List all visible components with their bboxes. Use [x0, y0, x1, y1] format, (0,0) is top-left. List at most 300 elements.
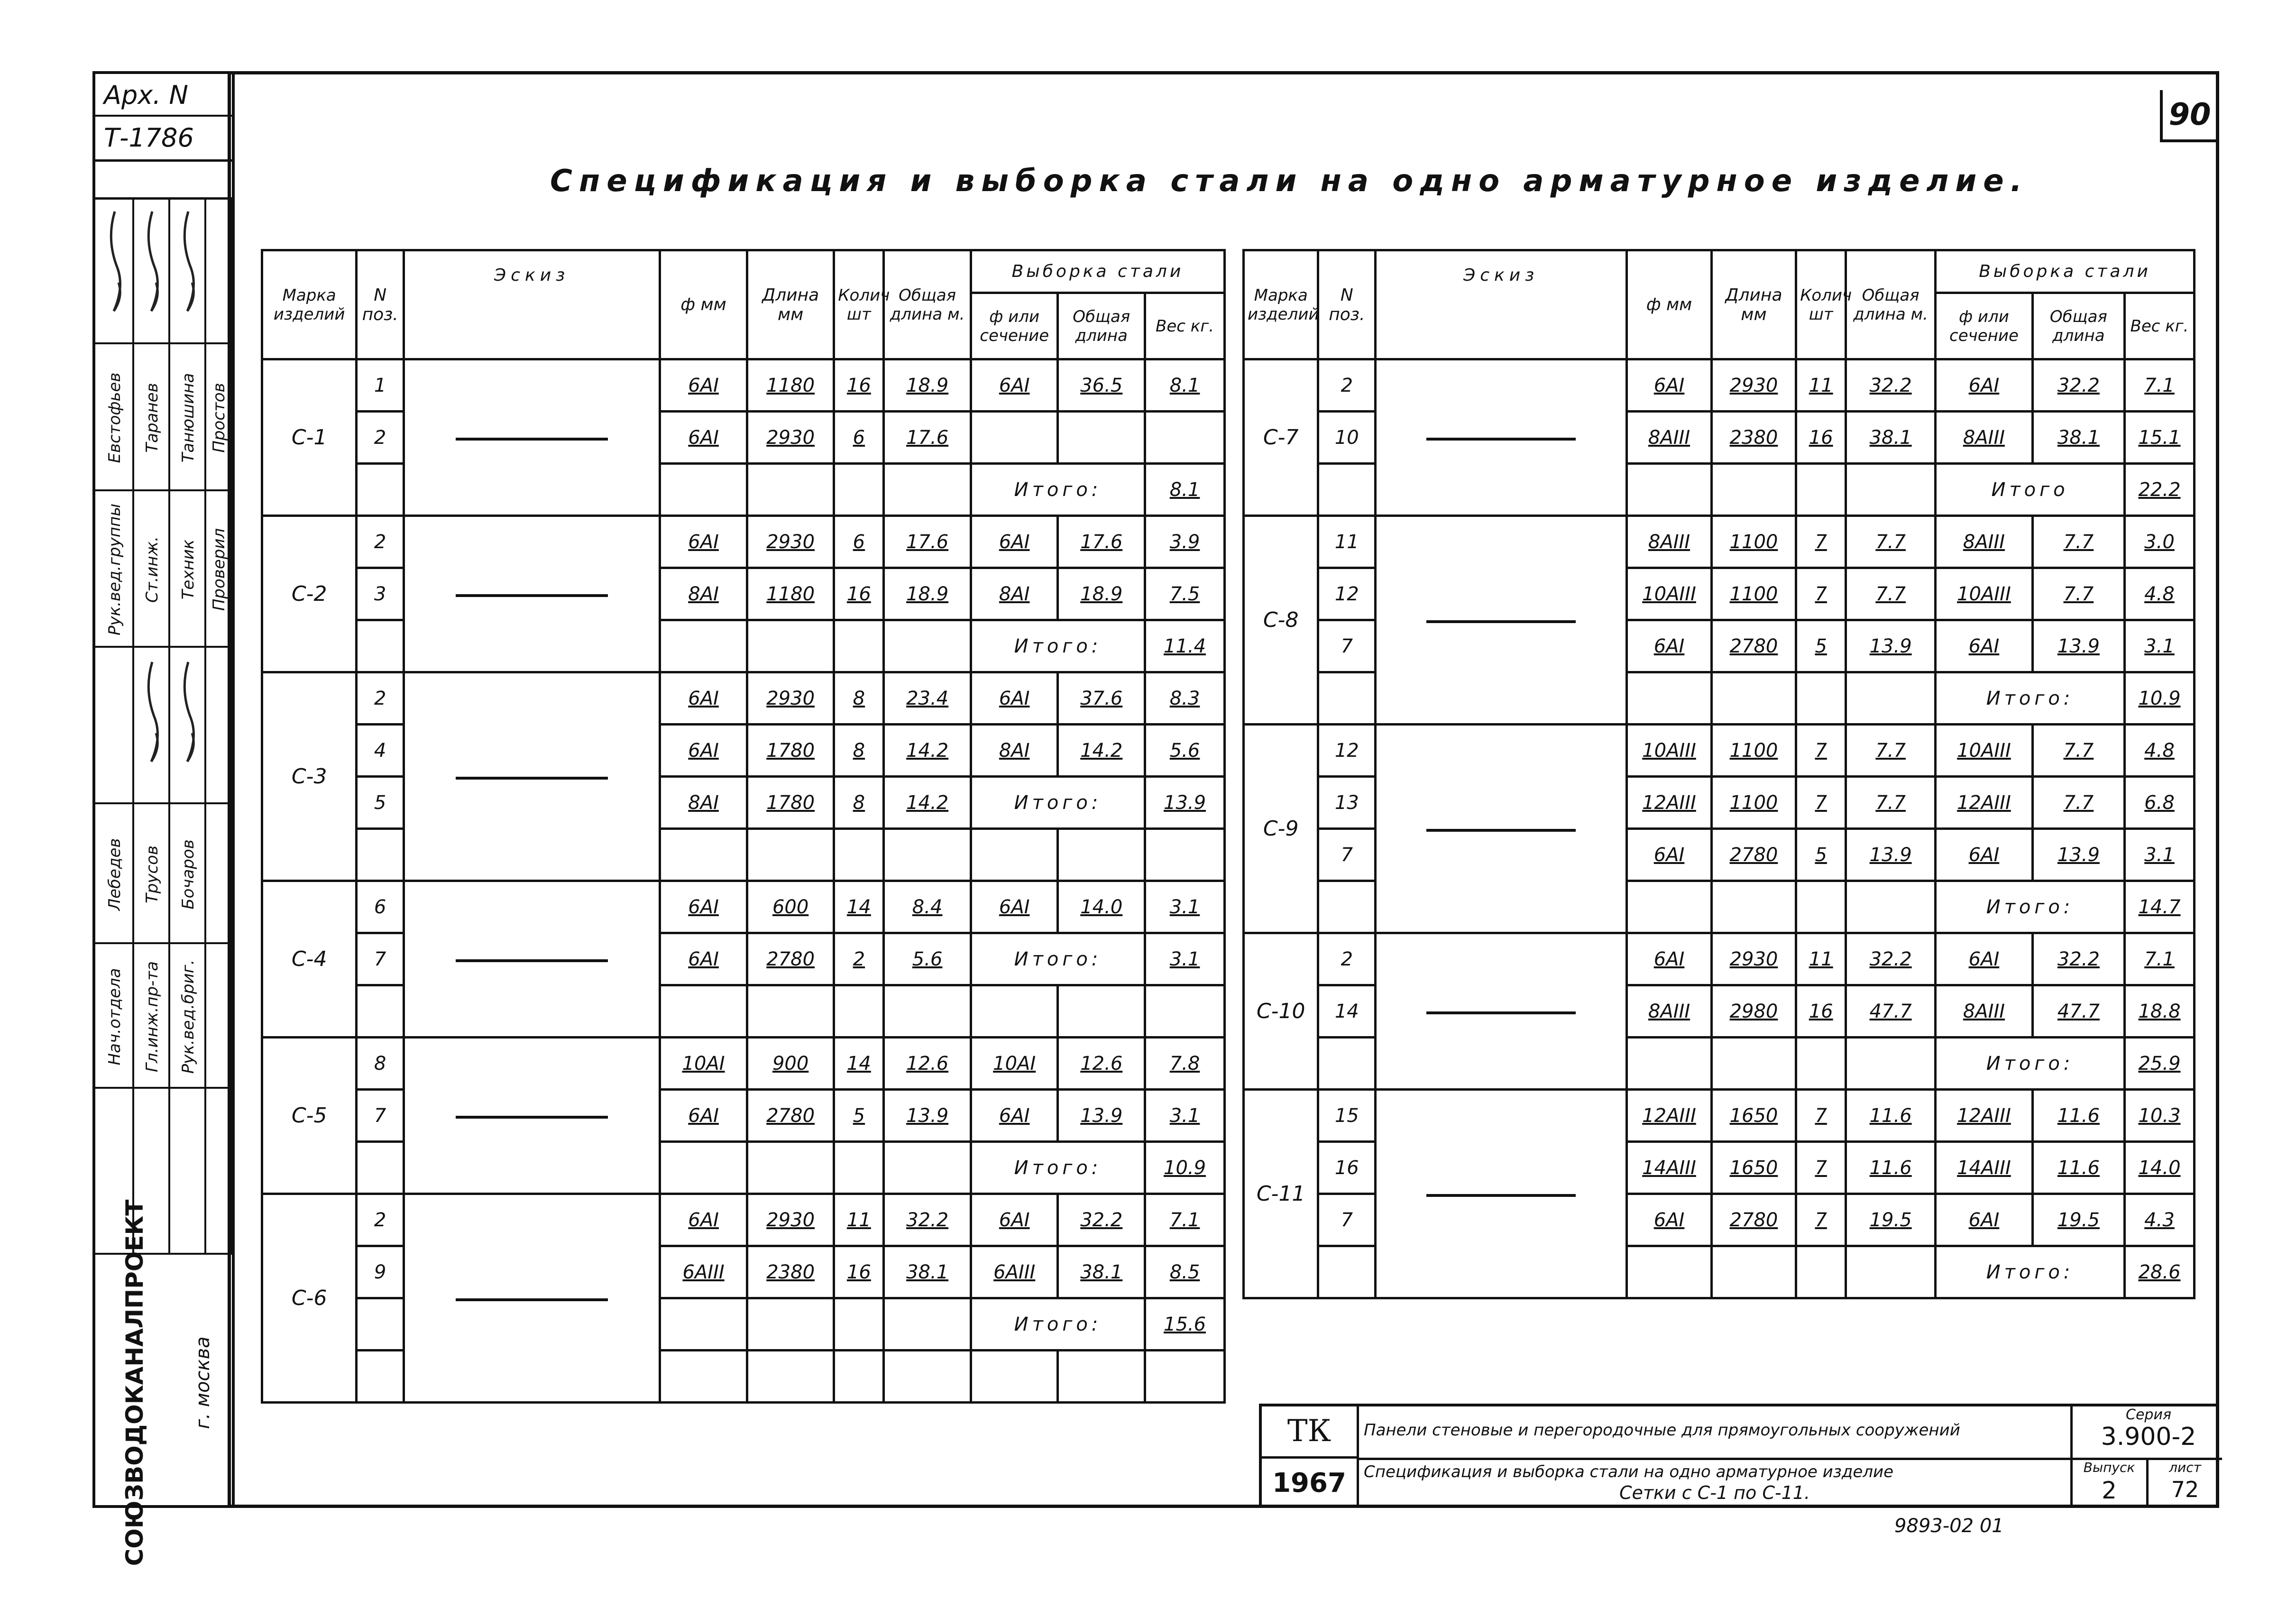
header-selection: Выборка стали	[1936, 250, 2195, 293]
count-cell	[1796, 464, 1846, 516]
person-name: Евстофьев	[105, 372, 124, 463]
sel-diameter-cell: 6АI	[971, 1090, 1058, 1142]
weight-cell: 3.1	[1145, 933, 1225, 985]
count-cell: 7	[1796, 777, 1846, 829]
diameter-cell: 6АI	[1627, 829, 1711, 881]
length-cell: 1650	[1711, 1142, 1796, 1194]
sheet-value: 72	[2171, 1477, 2199, 1502]
diameter-cell	[1627, 672, 1711, 725]
total-length-cell	[884, 1142, 971, 1194]
weight-cell: 3.1	[1145, 881, 1225, 933]
diameter-cell	[660, 985, 747, 1038]
header-sel-dia: ф или сечение	[971, 293, 1058, 359]
handwritten-signature	[170, 648, 206, 804]
count-cell: 16	[834, 359, 884, 412]
signature-scribble	[170, 197, 206, 344]
sel-diameter-cell: 8АI	[971, 568, 1058, 620]
position-cell: 2	[357, 516, 404, 568]
diameter-cell	[660, 464, 747, 516]
header-total-length: Общая длина м.	[1846, 250, 1936, 359]
sel-diameter-cell: 8АIII	[1936, 516, 2033, 568]
count-cell: 11	[834, 1194, 884, 1246]
handwritten-signature	[134, 648, 170, 804]
position-cell: 7	[357, 933, 404, 985]
length-cell: 1100	[1711, 568, 1796, 620]
sel-length-cell	[1058, 1351, 1145, 1403]
table-row	[262, 881, 1225, 933]
sel-diameter-cell: 8АIII	[1936, 985, 2033, 1038]
table-row	[1244, 516, 2195, 568]
header-sel-length: Общая длина	[2032, 293, 2124, 359]
count-cell	[1796, 881, 1846, 933]
weight-cell: 8.3	[1145, 672, 1225, 725]
tk-cell: ТК	[1262, 1406, 1359, 1459]
sel-diameter-cell: 6АI	[971, 359, 1058, 412]
diameter-cell: 6АI	[660, 1090, 747, 1142]
signature-cell	[134, 344, 170, 491]
total-length-cell: 7.7	[1846, 777, 1936, 829]
count-cell: 14	[834, 881, 884, 933]
count-cell: 11	[1796, 359, 1846, 412]
weight-cell: 8.5	[1145, 1246, 1225, 1298]
diameter-cell: 6АI	[660, 672, 747, 725]
sel-length-cell: 37.6	[1058, 672, 1145, 725]
sketch-cell	[1376, 933, 1627, 1090]
sel-length-cell: 17.6	[1058, 516, 1145, 568]
position-cell	[357, 985, 404, 1038]
count-cell	[834, 1298, 884, 1351]
sel-length-cell: 11.6	[2032, 1142, 2124, 1194]
total-label: Итого	[1936, 464, 2125, 516]
diameter-cell	[660, 829, 747, 881]
header-length: Длина мм	[747, 250, 834, 359]
sel-length-cell	[1058, 412, 1145, 464]
header-length: Длина мм	[1711, 250, 1796, 359]
sel-length-cell: 12.6	[1058, 1038, 1145, 1090]
sel-diameter-cell: 6АI	[971, 516, 1058, 568]
bar-sketch-line	[456, 1298, 608, 1301]
item-mark: С-3	[262, 672, 357, 881]
total-length-cell: 18.9	[884, 359, 971, 412]
total-length-cell: 19.5	[1846, 1194, 1936, 1246]
series-label: Серия	[2126, 1406, 2171, 1423]
position-cell: 13	[1318, 777, 1376, 829]
diameter-cell: 6АI	[660, 516, 747, 568]
signature-grid	[95, 197, 232, 1255]
title-line-1: Панели стеновые и перегородочные для прямоугольных сооружений	[1364, 1421, 1960, 1440]
position-cell	[1318, 672, 1376, 725]
position-cell: 9	[357, 1246, 404, 1298]
total-length-cell: 23.4	[884, 672, 971, 725]
handwritten-signature	[134, 197, 170, 344]
length-cell: 2780	[1711, 1194, 1796, 1246]
signature-cell	[134, 804, 170, 944]
organization-name: СОЮЗВОДОКАНАЛПРОЕКТ	[120, 1199, 148, 1566]
sketch-cell	[1376, 1090, 1627, 1298]
spec-table-right	[1242, 249, 2195, 1299]
length-cell: 2930	[747, 672, 834, 725]
header-sel-length: Общая длина	[1058, 293, 1145, 359]
sel-diameter-cell	[971, 1351, 1058, 1403]
header-total-length: Общая длина м.	[884, 250, 971, 359]
header-sketch: Эскиз	[1376, 250, 1627, 359]
sel-length-cell: 32.2	[2032, 933, 2124, 985]
length-cell: 2930	[747, 516, 834, 568]
diameter-cell: 6АI	[1627, 359, 1711, 412]
sel-length-cell: 13.9	[2032, 620, 2124, 672]
handwritten-signature	[95, 197, 134, 344]
table-row	[1244, 1090, 2195, 1142]
length-cell	[1711, 881, 1796, 933]
bar-sketch-line	[456, 959, 608, 962]
sel-diameter-cell: 6АI	[971, 672, 1058, 725]
total-length-cell	[884, 620, 971, 672]
position-cell	[357, 1298, 404, 1351]
signature-cell	[95, 804, 134, 944]
position-cell: 2	[1318, 359, 1376, 412]
position-cell: 2	[357, 672, 404, 725]
weight-cell: 7.1	[2124, 359, 2194, 412]
sketch-cell	[1376, 725, 1627, 933]
header-count: Колич шт	[1796, 250, 1846, 359]
signature-cell	[95, 491, 134, 648]
sel-diameter-cell: 6АI	[1936, 829, 2033, 881]
issue-divider	[2146, 1458, 2149, 1508]
issue-label: Выпуск	[2083, 1460, 2135, 1475]
table-row	[1244, 933, 2195, 985]
count-cell: 14	[834, 1038, 884, 1090]
length-cell: 1650	[1711, 1090, 1796, 1142]
total-label: Итого:	[1936, 1246, 2125, 1298]
handwritten-signature	[170, 197, 206, 344]
weight-cell: 7.5	[1145, 568, 1225, 620]
position-cell: 12	[1318, 725, 1376, 777]
sel-length-cell: 19.5	[2032, 1194, 2124, 1246]
length-cell: 2930	[1711, 359, 1796, 412]
weight-cell: 4.8	[2124, 568, 2194, 620]
position-title: Гл.инж.пр-та	[143, 961, 162, 1072]
count-cell: 11	[1796, 933, 1846, 985]
weight-cell	[1145, 985, 1225, 1038]
archive-blank	[95, 159, 232, 200]
length-cell: 2980	[1711, 985, 1796, 1038]
weight-cell: 5.6	[1145, 725, 1225, 777]
count-cell	[1796, 672, 1846, 725]
signature-scribble	[95, 197, 134, 344]
weight-cell: 28.6	[2124, 1246, 2194, 1298]
count-cell: 8	[834, 777, 884, 829]
item-mark: С-11	[1244, 1090, 1318, 1298]
title-line-2: Спецификация и выборка стали на одно арматурное изделие	[1364, 1462, 1893, 1481]
position-cell: 1	[357, 359, 404, 412]
diameter-cell: 8АI	[660, 568, 747, 620]
table-row	[1244, 725, 2195, 777]
total-length-cell: 18.9	[884, 568, 971, 620]
total-length-cell: 7.7	[1846, 725, 1936, 777]
series-number: 3.900-2	[2101, 1423, 2196, 1451]
sketch-cell	[1376, 516, 1627, 725]
total-label: Итого:	[971, 1142, 1145, 1194]
sketch-cell	[404, 1194, 660, 1403]
position-cell: 10	[1318, 412, 1376, 464]
sel-diameter-cell: 8АI	[971, 725, 1058, 777]
position-cell	[1318, 881, 1376, 933]
position-cell: 7	[1318, 829, 1376, 881]
length-cell: 600	[747, 881, 834, 933]
length-cell: 2780	[747, 933, 834, 985]
weight-cell: 7.1	[2124, 933, 2194, 985]
signature-scribble	[134, 197, 170, 344]
signature-cell	[95, 944, 134, 1089]
signature-cell	[170, 491, 206, 648]
weight-cell: 3.0	[2124, 516, 2194, 568]
position-cell: 3	[357, 568, 404, 620]
count-cell: 6	[834, 516, 884, 568]
count-cell	[834, 829, 884, 881]
table-row	[1244, 359, 2195, 412]
title-block	[1259, 1404, 2219, 1508]
length-cell: 1780	[747, 725, 834, 777]
count-cell: 6	[834, 412, 884, 464]
sel-diameter-cell: 6АI	[1936, 620, 2033, 672]
total-length-cell: 13.9	[1846, 620, 1936, 672]
position-cell	[357, 1351, 404, 1403]
position-cell: 15	[1318, 1090, 1376, 1142]
sel-length-cell: 7.7	[2032, 516, 2124, 568]
weight-cell: 4.3	[2124, 1194, 2194, 1246]
signature-cell	[134, 491, 170, 648]
sketch-cell	[404, 881, 660, 1038]
signature-cell	[170, 944, 206, 1089]
organization-box	[95, 1199, 232, 1566]
position-cell	[1318, 464, 1376, 516]
sketch-cell	[404, 672, 660, 881]
sel-length-cell: 32.2	[2032, 359, 2124, 412]
header-sel-dia: ф или сечение	[1936, 293, 2033, 359]
length-cell	[747, 464, 834, 516]
title-divider	[1359, 1458, 2070, 1460]
weight-cell: 10.9	[2124, 672, 2194, 725]
header-dia: ф мм	[1627, 250, 1711, 359]
length-cell	[747, 829, 834, 881]
total-length-cell: 32.2	[1846, 933, 1936, 985]
sel-length-cell: 7.7	[2032, 777, 2124, 829]
diameter-cell	[1627, 1246, 1711, 1298]
sel-diameter-cell: 6АI	[1936, 1194, 2033, 1246]
item-mark: С-5	[262, 1038, 357, 1194]
sel-length-cell: 14.2	[1058, 725, 1145, 777]
sel-length-cell: 38.1	[1058, 1246, 1145, 1298]
length-cell	[747, 1351, 834, 1403]
person-name: Танюшина	[179, 373, 198, 463]
header-pos: N поз.	[357, 250, 404, 359]
signature-row	[95, 1089, 232, 1255]
length-cell: 1100	[1711, 725, 1796, 777]
position-cell	[357, 620, 404, 672]
sel-length-cell: 13.9	[2032, 829, 2124, 881]
diameter-cell	[1627, 464, 1711, 516]
total-length-cell: 17.6	[884, 412, 971, 464]
length-cell: 1180	[747, 359, 834, 412]
sel-diameter-cell: 10АI	[971, 1038, 1058, 1090]
length-cell	[1711, 672, 1796, 725]
count-cell: 7	[1796, 725, 1846, 777]
bar-sketch-line	[456, 1116, 608, 1119]
sel-length-cell	[1058, 829, 1145, 881]
sel-length-cell: 14.0	[1058, 881, 1145, 933]
weight-cell: 14.7	[2124, 881, 2194, 933]
org-cell	[95, 1199, 174, 1566]
sel-diameter-cell: 6АI	[1936, 359, 2033, 412]
weight-cell: 10.9	[1145, 1142, 1225, 1194]
count-cell: 7	[1796, 1142, 1846, 1194]
weight-cell: 14.0	[2124, 1142, 2194, 1194]
weight-cell: 25.9	[2124, 1038, 2194, 1090]
sel-diameter-cell: 12АIII	[1936, 777, 2033, 829]
count-cell: 8	[834, 672, 884, 725]
weight-cell: 7.1	[1145, 1194, 1225, 1246]
total-length-cell: 38.1	[884, 1246, 971, 1298]
city-name: г. москва	[192, 1336, 214, 1429]
position-cell: 2	[357, 1194, 404, 1246]
sketch-cell	[404, 1038, 660, 1194]
diameter-cell: 6АI	[1627, 620, 1711, 672]
total-length-cell	[1846, 1038, 1936, 1090]
count-cell: 16	[834, 1246, 884, 1298]
position-cell: 7	[357, 1090, 404, 1142]
total-length-cell: 13.9	[1846, 829, 1936, 881]
bar-sketch-line	[456, 438, 608, 441]
person-name: Трусов	[143, 845, 162, 903]
weight-cell: 11.4	[1145, 620, 1225, 672]
total-length-cell: 5.6	[884, 933, 971, 985]
length-cell	[747, 1298, 834, 1351]
position-cell: 8	[357, 1038, 404, 1090]
diameter-cell: 6АI	[660, 412, 747, 464]
total-label: Итого:	[971, 620, 1145, 672]
total-label: Итого:	[1936, 1038, 2125, 1090]
total-label: Итого:	[971, 777, 1145, 829]
count-cell: 16	[1796, 985, 1846, 1038]
position-cell: 2	[357, 412, 404, 464]
weight-cell: 7.8	[1145, 1038, 1225, 1090]
length-cell	[747, 1142, 834, 1194]
length-cell: 2780	[1711, 620, 1796, 672]
position-title: Проверил	[210, 528, 229, 611]
total-length-cell: 38.1	[1846, 412, 1936, 464]
weight-cell	[1145, 412, 1225, 464]
weight-cell: 13.9	[1145, 777, 1225, 829]
position-cell: 4	[357, 725, 404, 777]
weight-cell: 10.3	[2124, 1090, 2194, 1142]
signature-cell	[206, 491, 232, 648]
sketch-cell	[404, 516, 660, 672]
sel-diameter-cell	[971, 412, 1058, 464]
weight-cell: 6.8	[2124, 777, 2194, 829]
year-cell: 1967	[1262, 1459, 1359, 1508]
weight-cell: 18.8	[2124, 985, 2194, 1038]
item-mark: С-9	[1244, 725, 1318, 933]
sel-length-cell: 18.9	[1058, 568, 1145, 620]
position-cell: 5	[357, 777, 404, 829]
total-length-cell: 14.2	[884, 777, 971, 829]
sel-diameter-cell: 12АIII	[1936, 1090, 2033, 1142]
diameter-cell: 8АIII	[1627, 985, 1711, 1038]
count-cell: 8	[834, 725, 884, 777]
position-cell: 14	[1318, 985, 1376, 1038]
city-cell	[174, 1255, 232, 1511]
sketch-cell	[404, 359, 660, 516]
weight-cell: 4.8	[2124, 725, 2194, 777]
length-cell: 2780	[1711, 829, 1796, 881]
diameter-cell: 6АI	[1627, 1194, 1711, 1246]
total-length-cell: 12.6	[884, 1038, 971, 1090]
weight-cell: 15.1	[2124, 412, 2194, 464]
bar-sketch-line	[1426, 1194, 1576, 1197]
total-length-cell: 11.6	[1846, 1090, 1936, 1142]
bar-sketch-line	[1426, 1011, 1576, 1014]
length-cell: 1100	[1711, 777, 1796, 829]
sel-diameter-cell: 6АI	[1936, 933, 2033, 985]
diameter-cell: 6АI	[660, 359, 747, 412]
diameter-cell: 6АIII	[660, 1246, 747, 1298]
diameter-cell: 6АI	[1627, 933, 1711, 985]
total-length-cell	[884, 1298, 971, 1351]
total-length-cell	[1846, 672, 1936, 725]
spec-table-left	[261, 249, 1226, 1404]
item-mark: С-8	[1244, 516, 1318, 725]
title-line-3: Сетки с С-1 по С-11.	[1619, 1482, 1810, 1503]
table-row	[262, 672, 1225, 725]
diameter-cell: 10АIII	[1627, 725, 1711, 777]
person-name: Таранев	[143, 383, 162, 453]
header-mark: Марка изделий	[262, 250, 357, 359]
diameter-cell	[660, 620, 747, 672]
length-cell	[1711, 1038, 1796, 1090]
diameter-cell: 6АI	[660, 1194, 747, 1246]
length-cell: 2380	[747, 1246, 834, 1298]
diameter-cell: 6АI	[660, 881, 747, 933]
signature-cell	[134, 944, 170, 1089]
sheet-label: лист	[2169, 1460, 2201, 1475]
sel-length-cell	[1058, 985, 1145, 1038]
weight-cell	[1145, 829, 1225, 881]
total-length-cell	[884, 464, 971, 516]
count-cell: 16	[834, 568, 884, 620]
diameter-cell: 10АIII	[1627, 568, 1711, 620]
bar-sketch-line	[1426, 620, 1576, 623]
sel-diameter-cell: 14АIII	[1936, 1142, 2033, 1194]
count-cell	[1796, 1246, 1846, 1298]
position-cell: 2	[1318, 933, 1376, 985]
position-cell	[1318, 1246, 1376, 1298]
count-cell: 16	[1796, 412, 1846, 464]
length-cell: 1780	[747, 777, 834, 829]
total-label: Итого:	[1936, 881, 2125, 933]
total-length-cell	[1846, 1246, 1936, 1298]
sketch-cell	[1376, 359, 1627, 516]
sel-diameter-cell: 10АIII	[1936, 725, 2033, 777]
sel-diameter-cell: 6АIII	[971, 1246, 1058, 1298]
document-code: 9893-02 01	[1894, 1515, 2004, 1537]
sel-diameter-cell: 6АI	[971, 1194, 1058, 1246]
position-cell	[357, 464, 404, 516]
diameter-cell	[660, 1351, 747, 1403]
position-cell: 12	[1318, 568, 1376, 620]
count-cell: 5	[834, 1090, 884, 1142]
length-cell: 900	[747, 1038, 834, 1090]
diameter-cell: 8АIII	[1627, 412, 1711, 464]
